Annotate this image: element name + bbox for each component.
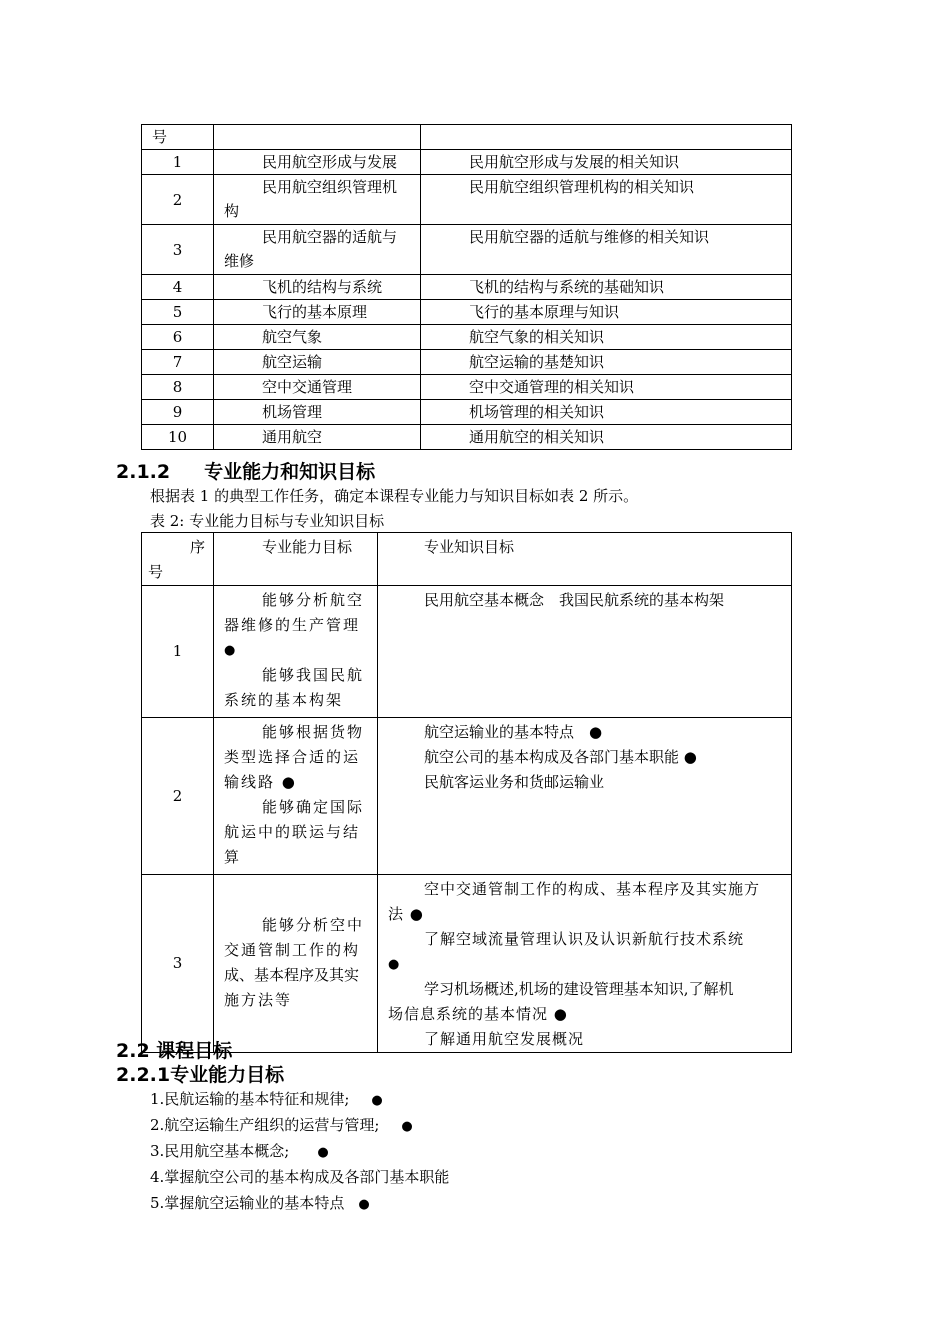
table-row [142, 150, 792, 175]
row-task: 民用航空形成与发展 [214, 150, 421, 175]
section-heading-2-2-1 [116, 1060, 284, 1087]
row-knowledge [378, 718, 792, 875]
row-num: 9 [142, 400, 214, 425]
row-task: 机场管理 [214, 400, 421, 425]
list-item [150, 1138, 455, 1164]
skill-line: 交通管制工作的构 [224, 940, 361, 959]
row-skill [214, 586, 378, 718]
table-header-row [142, 125, 792, 150]
table-row [142, 586, 792, 718]
header-num [142, 533, 214, 586]
list-item [150, 1112, 455, 1138]
row-num: 2 [142, 175, 214, 225]
row-task [214, 175, 421, 225]
row-num: 1 [142, 150, 214, 175]
row-num: 7 [142, 350, 214, 375]
list-item [150, 1164, 455, 1190]
row-num: 4 [142, 275, 214, 300]
table-row [142, 325, 792, 350]
row-task: 飞行的基本原理 [214, 300, 421, 325]
skill-line: 能够确定国际 [262, 798, 365, 816]
skill-line: 航运中的联运与结 [224, 823, 361, 841]
bullet-dot: ● [371, 1093, 383, 1108]
list-item [150, 1086, 455, 1112]
table-row [142, 718, 792, 875]
row-knowledge: 机场管理的相关知识 [421, 400, 792, 425]
skill-line: 输线路 ● [224, 773, 297, 791]
bullet-dot: ● [317, 1145, 329, 1160]
row-knowledge: 通用航空的相关知识 [421, 425, 792, 450]
row-task-line: 维修 [224, 252, 255, 270]
table-header-row [142, 533, 792, 586]
knowledge-line: 场信息系统的基本情况 ● [388, 1005, 568, 1023]
ability-goal-list [150, 1086, 455, 1216]
skill-line: 成、基本程序及其实 [224, 965, 360, 984]
row-task: 航空气象 [214, 325, 421, 350]
knowledge-line: 民用航空基本概念 我国民航系统的基本构架 [424, 591, 725, 609]
row-knowledge: 航空运输的基楚知识 [421, 350, 792, 375]
section-number: 2.2 [116, 1040, 150, 1062]
table-row [142, 350, 792, 375]
table-caption: 表 2: 专业能力目标与专业知识目标 [150, 512, 385, 530]
row-task-line: 民用航空器的适航与 [262, 228, 398, 246]
skill-line: 能够分析空中 [262, 915, 365, 934]
section-title: 专业能力目标 [170, 1064, 285, 1086]
goals-table [141, 532, 792, 1053]
row-task-line: 民用航空组织管理机 [262, 178, 398, 196]
row-skill [214, 875, 378, 1053]
section-heading-2-1-2 [116, 457, 375, 484]
list-item-text: 2.航空运输生产组织的运营与管理; [150, 1116, 380, 1134]
list-item-text: 5.掌握航空运输业的基本特点 [150, 1194, 345, 1212]
header-col2 [214, 125, 421, 150]
row-knowledge: 飞机的结构与系统的基础知识 [421, 275, 792, 300]
table-row [142, 175, 792, 225]
list-item-text: 3.民用航空基本概念; [150, 1142, 290, 1160]
knowledge-line: 学习机场概述,机场的建设管理基本知识,了解机 [424, 980, 734, 998]
knowledge-line: 了解空域流量管理认识及认识新航行技术系统 [424, 930, 745, 948]
header-skill: 专业能力目标 [214, 533, 378, 586]
skill-line: 能够我国民航 [262, 666, 365, 684]
section-heading-2-2 [116, 1036, 232, 1063]
row-task: 通用航空 [214, 425, 421, 450]
header-num: 号 [142, 125, 214, 150]
task-table [141, 124, 792, 450]
row-num: 8 [142, 375, 214, 400]
header-num-line: 号 [148, 563, 164, 581]
row-knowledge: 民用航空器的适航与维修的相关知识 [421, 225, 792, 275]
table-row [142, 375, 792, 400]
row-task [214, 225, 421, 275]
skill-line: 算 [224, 848, 242, 866]
skill-line: 能够根据货物 [262, 723, 365, 741]
row-knowledge: 民用航空形成与发展的相关知识 [421, 150, 792, 175]
skill-line: 器维修的生产管理 [224, 616, 361, 634]
row-num: 3 [142, 225, 214, 275]
row-knowledge: 民用航空组织管理机构的相关知识 [421, 175, 792, 225]
knowledge-line: 航空运输业的基本特点 ● [424, 723, 603, 741]
row-task-line: 构 [224, 202, 240, 220]
row-knowledge [378, 875, 792, 1053]
row-num: 1 [142, 586, 214, 718]
row-task: 航空运输 [214, 350, 421, 375]
row-knowledge: 航空气象的相关知识 [421, 325, 792, 350]
bullet-dot: ● [358, 1197, 370, 1212]
skill-line: 能够分析航空 [262, 591, 365, 609]
skill-line: 系统的基本构架 [224, 691, 344, 709]
section-number: 2.1.2 [116, 461, 171, 483]
bullet-dot: ● [388, 957, 401, 972]
table-row [142, 225, 792, 275]
row-num: 3 [142, 875, 214, 1053]
intro-paragraph: 根据表 1 的典型工作任务，确定本课程专业能力与知识目标如表 2 所示。 [150, 487, 639, 505]
header-col3 [421, 125, 792, 150]
table-row [142, 275, 792, 300]
section-number: 2.2.1 [116, 1064, 171, 1086]
section-title: 专业能力和知识目标 [204, 461, 376, 483]
row-num: 2 [142, 718, 214, 875]
row-num: 5 [142, 300, 214, 325]
row-knowledge: 空中交通管理的相关知识 [421, 375, 792, 400]
row-skill [214, 718, 378, 875]
bullet-dot: ● [224, 643, 238, 658]
table-row [142, 875, 792, 1053]
row-task: 飞机的结构与系统 [214, 275, 421, 300]
section-title: 课程目标 [156, 1040, 233, 1062]
bullet-dot: ● [401, 1119, 413, 1134]
row-task: 空中交通管理 [214, 375, 421, 400]
knowledge-line: 航空公司的基本构成及各部门基本职能 ● [424, 748, 697, 766]
knowledge-line: 法 ● [388, 905, 424, 923]
skill-line: 类型选择合适的运 [224, 748, 361, 766]
knowledge-line: 空中交通管制工作的构成、基本程序及其实施方 [424, 880, 761, 898]
row-knowledge: 飞行的基本原理与知识 [421, 300, 792, 325]
knowledge-line: 了解通用航空发展概况 [424, 1030, 585, 1048]
row-num: 6 [142, 325, 214, 350]
row-num: 10 [142, 425, 214, 450]
row-knowledge [378, 586, 792, 718]
bullet-dot [449, 1171, 455, 1186]
table-row [142, 425, 792, 450]
list-item-text: 1.民航运输的基本特征和规律; [150, 1090, 350, 1108]
table-row [142, 300, 792, 325]
knowledge-line: 民航客运业务和货邮运输业 [424, 773, 605, 791]
list-item-text: 4.掌握航空公司的基本构成及各部门基本职能 [150, 1168, 450, 1186]
header-knowledge: 专业知识目标 [378, 533, 792, 586]
list-item [150, 1190, 455, 1216]
header-num-line: 序 [189, 538, 205, 556]
table-row [142, 400, 792, 425]
skill-line: 施方法等 [224, 990, 293, 1009]
